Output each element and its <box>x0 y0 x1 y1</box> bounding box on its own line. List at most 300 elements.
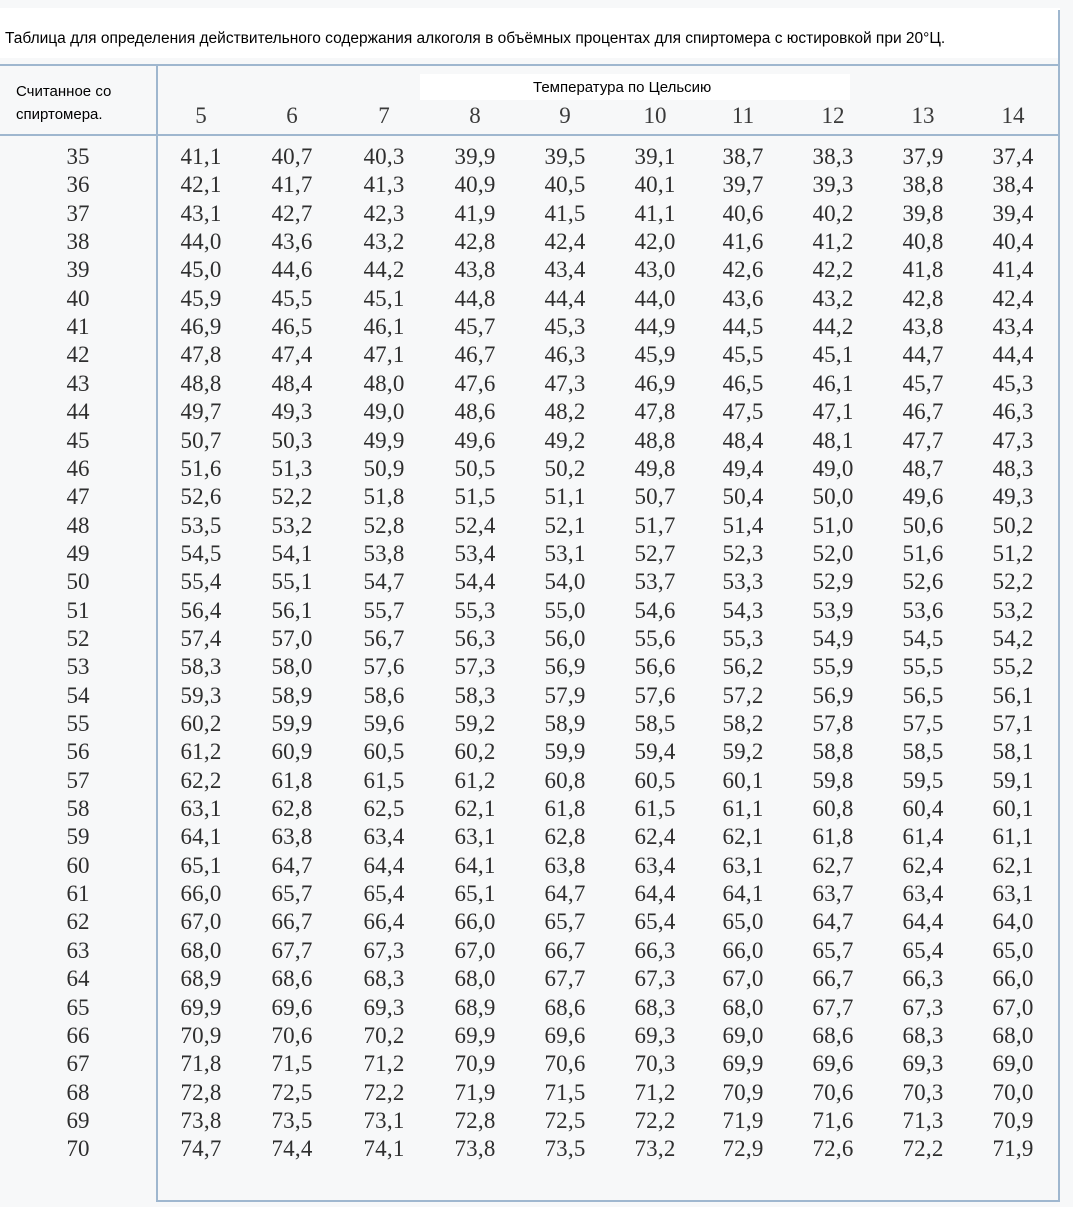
table-cell: 47,7 <box>902 428 944 453</box>
table-cell: 47,3 <box>544 371 586 396</box>
table-cell: 65,4 <box>634 909 676 934</box>
table-cell: 66,4 <box>363 909 405 934</box>
table-cell: 63,1 <box>992 881 1034 906</box>
table-cell: 68,9 <box>180 966 222 991</box>
table-cell: 68,0 <box>180 938 222 963</box>
table-cell: 40,8 <box>902 229 944 254</box>
table-cell: 68,3 <box>363 966 405 991</box>
table-cell: 52,4 <box>454 513 496 538</box>
row-reading: 50 <box>66 569 90 594</box>
table-cell: 62,1 <box>992 853 1034 878</box>
table-cell: 42,4 <box>992 286 1034 311</box>
table-cell: 65,4 <box>363 881 405 906</box>
table-cell: 60,2 <box>454 739 496 764</box>
row-reading: 41 <box>66 314 90 339</box>
table-cell: 49,3 <box>271 399 313 424</box>
table-cell: 45,3 <box>544 314 586 339</box>
table-cell: 46,7 <box>902 399 944 424</box>
table-cell: 43,8 <box>902 314 944 339</box>
temperature-header-3: 8 <box>469 103 481 128</box>
table-cell: 68,0 <box>454 966 496 991</box>
table-cell: 64,4 <box>363 853 405 878</box>
table-cell: 42,1 <box>180 172 222 197</box>
table-cell: 70,6 <box>271 1023 313 1048</box>
row-reading: 70 <box>66 1136 90 1161</box>
table-cell: 67,7 <box>271 938 313 963</box>
table-cell: 55,4 <box>180 569 222 594</box>
row-reading: 46 <box>66 456 90 481</box>
table-cell: 59,9 <box>544 739 586 764</box>
table-cell: 51,3 <box>271 456 313 481</box>
table-cell: 47,8 <box>634 399 676 424</box>
table-cell: 39,1 <box>634 144 676 169</box>
table-cell: 67,7 <box>544 966 586 991</box>
table-cell: 64,1 <box>180 824 222 849</box>
table-cell: 51,6 <box>180 456 222 481</box>
table-cell: 46,5 <box>271 314 313 339</box>
table-cell: 58,9 <box>544 711 586 736</box>
table-cell: 52,6 <box>902 569 944 594</box>
table-cell: 52,0 <box>812 541 854 566</box>
table-cell: 49,6 <box>454 428 496 453</box>
table-cell: 42,2 <box>812 257 854 282</box>
table-cell: 64,7 <box>544 881 586 906</box>
table-cell: 69,9 <box>454 1023 496 1048</box>
table-cell: 56,3 <box>454 626 496 651</box>
table-cell: 50,7 <box>180 428 222 453</box>
table-cell: 56,1 <box>992 683 1034 708</box>
table-cell: 41,9 <box>454 201 496 226</box>
table-cell: 48,7 <box>902 456 944 481</box>
table-cell: 46,7 <box>454 342 496 367</box>
table-cell: 42,8 <box>454 229 496 254</box>
table-cell: 54,6 <box>634 598 676 623</box>
row-reading: 55 <box>66 711 90 736</box>
row-reading: 67 <box>66 1051 90 1076</box>
table-cell: 44,6 <box>271 257 313 282</box>
table-cell: 60,5 <box>634 768 676 793</box>
table-cell: 48,0 <box>363 371 405 396</box>
table-cell: 72,2 <box>902 1136 944 1161</box>
table-cell: 55,2 <box>992 654 1034 679</box>
table-cell: 59,2 <box>722 739 764 764</box>
table-cell: 73,2 <box>634 1136 676 1161</box>
table-cell: 56,9 <box>544 654 586 679</box>
table-cell: 64,7 <box>271 853 313 878</box>
table-cell: 71,2 <box>634 1080 676 1105</box>
table-cell: 66,3 <box>634 938 676 963</box>
temperature-group-text: Температура по Цельсию <box>533 79 712 96</box>
table-cell: 60,1 <box>722 768 764 793</box>
table-cell: 72,2 <box>363 1080 405 1105</box>
table-cell: 46,3 <box>992 399 1034 424</box>
table-cell: 54,1 <box>271 541 313 566</box>
table-cell: 47,1 <box>812 399 854 424</box>
table-cell: 69,9 <box>180 995 222 1020</box>
table-cell: 68,0 <box>722 995 764 1020</box>
table-cell: 41,4 <box>992 257 1034 282</box>
table-cell: 38,3 <box>812 144 854 169</box>
table-cell: 66,3 <box>902 966 944 991</box>
table-cell: 46,1 <box>363 314 405 339</box>
table-cell: 54,9 <box>812 626 854 651</box>
table-cell: 66,0 <box>180 881 222 906</box>
table-cell: 49,3 <box>992 484 1034 509</box>
table-cell: 48,2 <box>544 399 586 424</box>
table-cell: 67,7 <box>812 995 854 1020</box>
table-cell: 46,9 <box>180 314 222 339</box>
table-cell: 66,7 <box>271 909 313 934</box>
table-cell: 71,6 <box>812 1108 854 1133</box>
row-reading: 62 <box>66 909 90 934</box>
table-cell: 45,0 <box>180 257 222 282</box>
table-cell: 70,9 <box>454 1051 496 1076</box>
table-cell: 53,6 <box>902 598 944 623</box>
table-cell: 63,4 <box>363 824 405 849</box>
table-cell: 39,9 <box>454 144 496 169</box>
table-cell: 72,5 <box>271 1080 313 1105</box>
table-cell: 51,6 <box>902 541 944 566</box>
row-reading: 53 <box>66 654 90 679</box>
table-cell: 49,7 <box>180 399 222 424</box>
row-header-line-1: Считанное со <box>16 83 112 100</box>
table-cell: 49,9 <box>363 428 405 453</box>
row-reading: 42 <box>66 342 90 367</box>
row-reading: 48 <box>66 513 90 538</box>
row-reading: 39 <box>66 257 90 282</box>
table-cell: 61,4 <box>902 824 944 849</box>
table-cell: 68,6 <box>544 995 586 1020</box>
table-cell: 61,2 <box>180 739 222 764</box>
table-cell: 46,5 <box>722 371 764 396</box>
table-cell: 67,3 <box>902 995 944 1020</box>
table-cell: 56,5 <box>902 683 944 708</box>
row-reading: 35 <box>66 144 90 169</box>
table-cell: 43,2 <box>812 286 854 311</box>
table-cell: 51,1 <box>544 484 586 509</box>
table-cell: 41,5 <box>544 201 586 226</box>
table-cell: 51,2 <box>992 541 1034 566</box>
table-cell: 65,1 <box>180 853 222 878</box>
table-cell: 65,4 <box>902 938 944 963</box>
table-cell: 40,4 <box>992 229 1034 254</box>
rule-column-separator <box>156 66 158 1202</box>
table-cell: 59,2 <box>454 711 496 736</box>
temperature-header-4: 9 <box>559 103 571 128</box>
temperature-header-0: 5 <box>195 103 207 128</box>
table-cell: 72,9 <box>722 1136 764 1161</box>
temperature-header-9: 14 <box>1001 103 1025 128</box>
table-cell: 49,2 <box>544 428 586 453</box>
table-cell: 55,6 <box>634 626 676 651</box>
table-cell: 54,5 <box>180 541 222 566</box>
table-cell: 58,6 <box>363 683 405 708</box>
table-cell: 45,3 <box>992 371 1034 396</box>
table-cell: 64,7 <box>812 909 854 934</box>
table-cell: 55,3 <box>454 598 496 623</box>
table-cell: 40,3 <box>363 144 405 169</box>
table-cell: 48,1 <box>812 428 854 453</box>
table-cell: 65,0 <box>992 938 1034 963</box>
table-cell: 47,1 <box>363 342 405 367</box>
table-cell: 65,7 <box>544 909 586 934</box>
table-cell: 51,5 <box>454 484 496 509</box>
table-cell: 67,3 <box>363 938 405 963</box>
table-cell: 45,7 <box>454 314 496 339</box>
table-cell: 67,0 <box>180 909 222 934</box>
row-reading: 61 <box>66 881 90 906</box>
table-cell: 38,7 <box>722 144 764 169</box>
table-cell: 67,0 <box>992 995 1034 1020</box>
table-cell: 44,2 <box>363 257 405 282</box>
table-cell: 39,5 <box>544 144 586 169</box>
rule-bottom <box>158 1200 1060 1202</box>
table-cell: 70,3 <box>902 1080 944 1105</box>
table-cell: 55,5 <box>902 654 944 679</box>
title-bar <box>0 8 1060 58</box>
table-cell: 62,2 <box>180 768 222 793</box>
row-reading: 49 <box>66 541 90 566</box>
table-cell: 57,6 <box>363 654 405 679</box>
table-cell: 62,4 <box>634 824 676 849</box>
table-cell: 63,1 <box>722 853 764 878</box>
row-reading: 51 <box>66 598 90 623</box>
table-cell: 63,1 <box>180 796 222 821</box>
table-cell: 71,3 <box>902 1108 944 1133</box>
table-cell: 60,1 <box>992 796 1034 821</box>
table-cell: 61,8 <box>271 768 313 793</box>
row-reading: 63 <box>66 938 90 963</box>
table-cell: 74,4 <box>271 1136 313 1161</box>
row-reading: 66 <box>66 1023 90 1048</box>
table-cell: 52,2 <box>271 484 313 509</box>
table-cell: 60,8 <box>544 768 586 793</box>
row-reading: 45 <box>66 428 90 453</box>
table-cell: 70,2 <box>363 1023 405 1048</box>
table-cell: 51,7 <box>634 513 676 538</box>
table-cell: 44,0 <box>180 229 222 254</box>
table-cell: 65,7 <box>271 881 313 906</box>
table-cell: 43,6 <box>722 286 764 311</box>
table-cell: 62,5 <box>363 796 405 821</box>
table-cell: 61,5 <box>634 796 676 821</box>
temperature-header-7: 12 <box>821 103 845 128</box>
table-cell: 65,7 <box>812 938 854 963</box>
table-cell: 37,9 <box>902 144 944 169</box>
table-cell: 52,1 <box>544 513 586 538</box>
table-cell: 56,6 <box>634 654 676 679</box>
table-cell: 53,2 <box>992 598 1034 623</box>
table-cell: 53,3 <box>722 569 764 594</box>
table-cell: 62,1 <box>454 796 496 821</box>
table-cell: 54,7 <box>363 569 405 594</box>
table-cell: 47,3 <box>992 428 1034 453</box>
table-cell: 48,4 <box>722 428 764 453</box>
table-cell: 42,0 <box>634 229 676 254</box>
table-cell: 55,9 <box>812 654 854 679</box>
table-cell: 67,0 <box>722 966 764 991</box>
table-cell: 55,7 <box>363 598 405 623</box>
row-reading: 40 <box>66 286 90 311</box>
table-cell: 39,4 <box>992 201 1034 226</box>
table-cell: 70,9 <box>722 1080 764 1105</box>
table-cell: 72,8 <box>180 1080 222 1105</box>
table-cell: 50,9 <box>363 456 405 481</box>
table-cell: 72,2 <box>634 1108 676 1133</box>
table-cell: 73,5 <box>544 1136 586 1161</box>
table-cell: 53,8 <box>363 541 405 566</box>
table-cell: 63,8 <box>544 853 586 878</box>
table-cell: 71,9 <box>454 1080 496 1105</box>
table-cell: 56,7 <box>363 626 405 651</box>
table-cell: 53,5 <box>180 513 222 538</box>
row-header-label <box>16 80 156 126</box>
table-cell: 60,8 <box>812 796 854 821</box>
table-cell: 39,8 <box>902 201 944 226</box>
table-cell: 58,8 <box>812 739 854 764</box>
table-cell: 46,9 <box>634 371 676 396</box>
table-cell: 66,0 <box>992 966 1034 991</box>
table-cell: 52,3 <box>722 541 764 566</box>
table-cell: 41,2 <box>812 229 854 254</box>
table-cell: 69,0 <box>722 1023 764 1048</box>
table-cell: 58,5 <box>634 711 676 736</box>
table-cell: 72,6 <box>812 1136 854 1161</box>
table-cell: 55,1 <box>271 569 313 594</box>
table-cell: 67,0 <box>454 938 496 963</box>
table-cell: 68,3 <box>634 995 676 1020</box>
table-cell: 51,0 <box>812 513 854 538</box>
table-cell: 48,8 <box>180 371 222 396</box>
row-reading: 36 <box>66 172 90 197</box>
table-cell: 68,0 <box>992 1023 1034 1048</box>
row-reading: 47 <box>66 484 90 509</box>
table-cell: 57,2 <box>722 683 764 708</box>
rule-right-edge <box>1058 10 1060 1202</box>
table-cell: 51,4 <box>722 513 764 538</box>
table-cell: 69,0 <box>992 1051 1034 1076</box>
table-cell: 41,1 <box>634 201 676 226</box>
table-cell: 57,8 <box>812 711 854 736</box>
table-cell: 57,5 <box>902 711 944 736</box>
table-cell: 53,9 <box>812 598 854 623</box>
table-cell: 57,0 <box>271 626 313 651</box>
row-reading: 43 <box>66 371 90 396</box>
table-cell: 43,8 <box>454 257 496 282</box>
table-cell: 71,5 <box>271 1051 313 1076</box>
table-cell: 49,0 <box>812 456 854 481</box>
table-cell: 58,3 <box>180 654 222 679</box>
table-cell: 44,4 <box>544 286 586 311</box>
table-cell: 53,1 <box>544 541 586 566</box>
table-cell: 45,7 <box>902 371 944 396</box>
table-cell: 48,6 <box>454 399 496 424</box>
table-cell: 57,1 <box>992 711 1034 736</box>
table-cell: 45,1 <box>363 286 405 311</box>
table-cell: 60,4 <box>902 796 944 821</box>
table-cell: 66,7 <box>812 966 854 991</box>
table-cell: 59,8 <box>812 768 854 793</box>
table-cell: 64,1 <box>722 881 764 906</box>
table-cell: 64,4 <box>902 909 944 934</box>
table-cell: 70,9 <box>992 1108 1034 1133</box>
temperature-group-label <box>420 74 850 100</box>
table-cell: 69,6 <box>544 1023 586 1048</box>
table-cell: 69,6 <box>812 1051 854 1076</box>
table-cell: 48,8 <box>634 428 676 453</box>
table-cell: 50,0 <box>812 484 854 509</box>
table-cell: 54,2 <box>992 626 1034 651</box>
table-cell: 68,6 <box>812 1023 854 1048</box>
table-cell: 48,3 <box>992 456 1034 481</box>
table-cell: 61,2 <box>454 768 496 793</box>
table-cell: 63,4 <box>902 881 944 906</box>
table-cell: 64,1 <box>454 853 496 878</box>
table-cell: 41,8 <box>902 257 944 282</box>
table-cell: 39,3 <box>812 172 854 197</box>
table-cell: 62,8 <box>271 796 313 821</box>
row-reading: 56 <box>66 739 90 764</box>
table-cell: 45,9 <box>634 342 676 367</box>
table-cell: 56,2 <box>722 654 764 679</box>
row-reading: 44 <box>66 399 90 424</box>
table-cell: 52,8 <box>363 513 405 538</box>
row-reading: 68 <box>66 1080 90 1105</box>
table-cell: 50,2 <box>992 513 1034 538</box>
table-cell: 41,3 <box>363 172 405 197</box>
table-cell: 61,8 <box>812 824 854 849</box>
table-cell: 66,0 <box>454 909 496 934</box>
table-cell: 70,6 <box>812 1080 854 1105</box>
table-cell: 58,9 <box>271 683 313 708</box>
table-cell: 61,1 <box>992 824 1034 849</box>
table-cell: 43,4 <box>544 257 586 282</box>
table-cell: 63,1 <box>454 824 496 849</box>
table-cell: 61,8 <box>544 796 586 821</box>
table-cell: 52,2 <box>992 569 1034 594</box>
table-cell: 44,2 <box>812 314 854 339</box>
table-cell: 57,4 <box>180 626 222 651</box>
table-cell: 43,4 <box>992 314 1034 339</box>
table-cell: 49,6 <box>902 484 944 509</box>
table-cell: 72,5 <box>544 1108 586 1133</box>
table-cell: 54,4 <box>454 569 496 594</box>
table-cell: 40,1 <box>634 172 676 197</box>
table-cell: 58,0 <box>271 654 313 679</box>
row-reading: 64 <box>66 966 90 991</box>
table-cell: 60,2 <box>180 711 222 736</box>
table-cell: 59,9 <box>271 711 313 736</box>
table-cell: 59,4 <box>634 739 676 764</box>
table-cell: 50,2 <box>544 456 586 481</box>
table-cell: 66,0 <box>722 938 764 963</box>
row-reading: 58 <box>66 796 90 821</box>
table-cell: 58,1 <box>992 739 1034 764</box>
temperature-header-8: 13 <box>911 103 935 128</box>
table-cell: 63,4 <box>634 853 676 878</box>
row-header-line-2: спиртомера. <box>16 106 103 123</box>
table-cell: 66,7 <box>544 938 586 963</box>
table-cell: 68,3 <box>902 1023 944 1048</box>
row-reading: 57 <box>66 768 90 793</box>
table-cell: 59,1 <box>992 768 1034 793</box>
table-cell: 74,1 <box>363 1136 405 1161</box>
table-cell: 50,7 <box>634 484 676 509</box>
table-cell: 44,0 <box>634 286 676 311</box>
table-cell: 70,0 <box>992 1080 1034 1105</box>
table-cell: 47,4 <box>271 342 313 367</box>
table-cell: 52,6 <box>180 484 222 509</box>
